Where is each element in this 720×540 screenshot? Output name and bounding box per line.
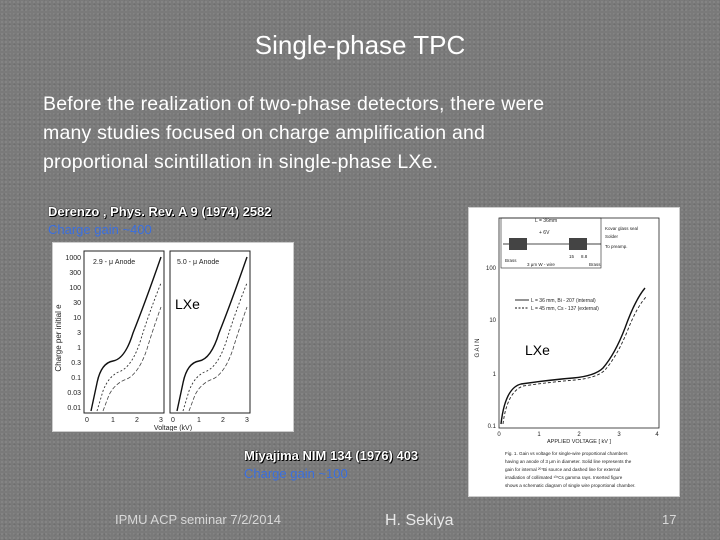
y-tick-labels	[486, 266, 497, 430]
inset-label: 15	[569, 254, 575, 259]
x-axis-label: APPLIED VOLTAGE [ kV ]	[547, 439, 611, 445]
slide-title: Single-phase TPC	[254, 30, 466, 60]
right-gain-note: Charge gain ~100	[244, 466, 348, 481]
derenzo-gain-figure	[52, 242, 294, 432]
y-tick-labels	[65, 255, 81, 412]
y-tick: 100	[69, 285, 81, 292]
x-tick-labels	[497, 432, 659, 438]
curve-dashed	[503, 296, 647, 424]
y-tick: 30	[73, 300, 81, 307]
y-tick: 0.03	[67, 390, 81, 397]
inset-label: L = 36mm	[535, 218, 558, 224]
x-tick: 1	[537, 432, 541, 438]
y-tick: 0.3	[71, 360, 81, 367]
footer-author: H. Sekiya	[385, 512, 454, 529]
curve-dashed	[103, 307, 161, 411]
y-tick: 300	[69, 270, 81, 277]
x-tick: 2	[135, 417, 139, 424]
legend-entry: L = 36 mm, Bi - 207 (internal)	[531, 298, 596, 304]
x-tick: 0	[497, 432, 501, 438]
x-tick: 3	[617, 432, 621, 438]
caption-line: shows a schematic diagram of single wire proportional chamber.	[505, 483, 636, 488]
chamber-schematic	[501, 218, 638, 268]
y-axis-label: G A I N	[475, 338, 481, 358]
right-reference: Miyajima NIM 134 (1976) 403	[244, 448, 419, 463]
inset-label: Solder	[605, 234, 619, 239]
y-tick: 1	[77, 345, 81, 352]
intro-line: Before the realization of two-phase detectors, there were	[43, 93, 545, 115]
y-tick: 0.1	[71, 375, 81, 382]
inset-label: Brass	[505, 258, 517, 263]
inset-label: + 6V	[539, 230, 550, 236]
caption-line: having an anode of 3 μm in diameter. Solid line represents the	[505, 459, 632, 464]
x-tick: 2	[221, 417, 225, 424]
inset-label: 3 μm W - wire	[527, 262, 555, 267]
y-axis-label: Charge per initial e	[54, 304, 63, 372]
caption-line: irradiation of collimated ¹³⁷Cs gamma rays. Inserted figure	[505, 475, 623, 480]
y-tick: 1000	[65, 255, 81, 262]
x-axis-label: Voltage (kV)	[153, 425, 193, 431]
inset-label: Kovar glass seal	[605, 226, 639, 231]
y-tick: 1	[492, 372, 496, 378]
x-tick: 0	[85, 417, 89, 424]
left-reference: Derenzo , Phys. Rev. A 9 (1974) 2582	[48, 204, 272, 219]
y-tick: 0.01	[67, 405, 81, 412]
curve-solid	[177, 257, 247, 411]
x-tick: 1	[111, 417, 115, 424]
panel-label: 5.0 - μ Anode	[177, 259, 220, 266]
caption-line: gain for internal ²⁰⁷Bi source and dashed line for external	[505, 467, 621, 472]
caption-line: Fig. 1. Gain vs voltage for single-wire proportional chambers	[505, 451, 628, 456]
x-tick: 1	[197, 417, 201, 424]
x-tick: 2	[577, 432, 581, 438]
inset-label: Brass	[589, 262, 601, 267]
inset-label: 8.8	[581, 254, 588, 259]
inset-label: To preamp.	[605, 244, 628, 249]
footer-event: IPMU ACP seminar 7/2/2014	[115, 512, 281, 527]
left-gain-note: Charge gain ~400	[48, 222, 152, 237]
derenzo-plot	[53, 243, 293, 431]
miyajima-plot	[469, 208, 679, 496]
x-tick: 0	[171, 417, 175, 424]
x-tick: 3	[245, 417, 249, 424]
intro-line: many studies focused on charge amplification and	[43, 122, 486, 144]
intro-line: proportional scintillation in single-phase LXe.	[43, 151, 439, 173]
x-tick-labels	[85, 417, 249, 424]
lxe-label: LXe	[525, 342, 550, 358]
page-number: 17	[662, 512, 677, 527]
curve-dashed	[189, 307, 247, 411]
x-tick: 3	[159, 417, 163, 424]
curve-dashed	[97, 283, 161, 411]
y-tick: 100	[485, 266, 496, 272]
figure-caption	[505, 451, 635, 488]
lxe-label: LXe	[175, 296, 200, 312]
y-tick: 10	[489, 318, 496, 324]
y-tick: 3	[77, 330, 81, 337]
miyajima-gain-figure	[468, 207, 680, 497]
x-tick: 4	[655, 432, 659, 438]
curve-solid	[91, 257, 161, 411]
panel-label: 2.9 - μ Anode	[93, 259, 136, 266]
legend-entry: L = 45 mm, Cs - 137 (external)	[531, 306, 599, 312]
y-tick: 10	[73, 315, 81, 322]
y-tick: 0.1	[487, 424, 496, 430]
intro-paragraph	[43, 90, 673, 177]
